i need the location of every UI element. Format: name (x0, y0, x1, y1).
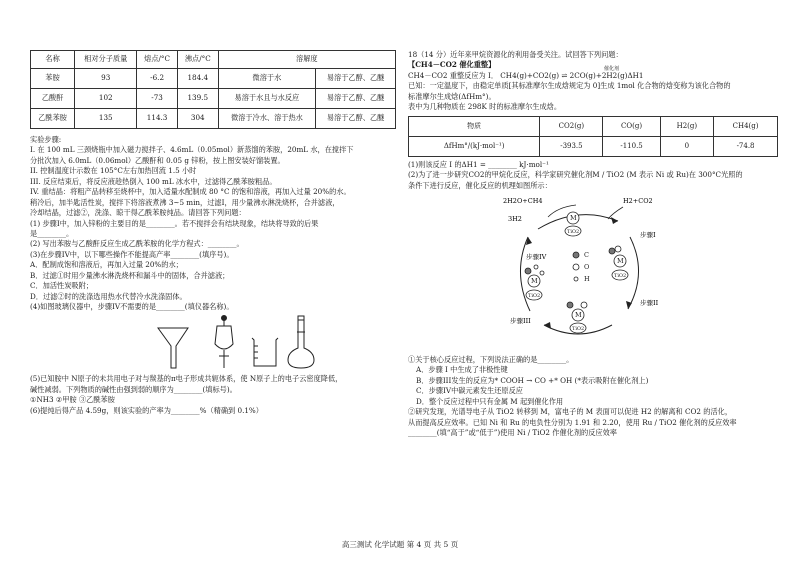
right-column (408, 50, 778, 438)
enthalpy-table (408, 116, 778, 157)
beaker-icon (252, 338, 278, 366)
catalyst-site-left (525, 265, 544, 300)
question-title: 18（14 分）近年来甲烷资源化的利用备受关注。试回答下列问题： (408, 50, 623, 59)
procedure-text (30, 135, 396, 312)
table-cell: ΔfHm°/(kJ·mol⁻¹) (409, 136, 540, 156)
text-line: ②研究发现，光谱导电子从 TiO2 转移到 M，富电子的 M 表面可以促进 H2 的解离和 CO2 的活化， (408, 407, 733, 417)
table-header: 溶解度 (218, 51, 395, 69)
svg-text:TiO2: TiO2 (614, 272, 627, 279)
table-header-row (31, 51, 396, 69)
table-cell: 乙酰苯胺 (31, 109, 75, 129)
table-header: 相对分子质量 (75, 51, 137, 69)
text-line: C．加活性炭吸附； (30, 281, 94, 291)
table-header: 沸点/°C (177, 51, 218, 69)
table-cell: 易溶于乙醇、乙醚 (316, 89, 396, 109)
text-line: 实验步骤: (30, 135, 62, 144)
table-cell: 304 (177, 109, 218, 129)
table-cell: 微溶于冷水、溶于热水 (218, 109, 316, 129)
text-line: 碱性减弱。下列物质的碱性由强到弱的顺序为________(填标号)。 (30, 384, 237, 394)
text-line: ①关于核心反应过程，下列说法正确的是________。 (408, 354, 574, 364)
table-header: CO2(g) (540, 116, 603, 136)
table-cell: 102 (75, 89, 137, 109)
page-footer: 高三测试 化学试题 第 4 页 共 5 页 (341, 540, 459, 549)
svg-text:TiO2: TiO2 (528, 292, 541, 299)
svg-text:M: M (570, 213, 577, 222)
table-header: H2(g) (660, 116, 713, 136)
label-step-1: 步骤I (640, 230, 656, 239)
label-products: 2H2O+CH4 (503, 196, 543, 205)
text-line: ________(填“高于”或“低于”)使用 Ni / TiO2 作催化剂的反应效率 (408, 428, 617, 437)
text-line: 已知：一定温度下，由稳定单质[其标准摩尔生成焓规定为 0]生成 1mol 化合物的焓变称为该化合物的 (408, 81, 731, 91)
svg-text:O: O (584, 262, 590, 271)
table-header: 熔点/°C (137, 51, 178, 69)
text-line: III. 反应结束后，将反应液趁热倒入 100 mL 冰水中，过滤得乙酰苯胺粗品。 (30, 176, 277, 186)
table-cell: -393.5 (540, 136, 603, 156)
table-header: CO(g) (603, 116, 660, 136)
catalyst-site-right (609, 246, 628, 280)
table-cell: 易溶于乙醇、乙醚 (316, 69, 396, 89)
glassware-figure (30, 314, 396, 370)
text-line: B．过滤①时用少量沸水淋洗烧杯和漏斗中的固体，合并滤液； (30, 270, 230, 280)
table-row (31, 89, 396, 109)
table-cell: 易溶于乙醇、乙醚 (316, 109, 396, 129)
label-step-3: 步骤III (510, 316, 531, 325)
left-column (30, 50, 396, 416)
text-line: 从而提高反应效率。已知 Ni 和 Ru 的电负性分别为 1.91 和 2.20，使用 Ru / TiO2 催化剂的反应效率 (408, 417, 737, 427)
text-line: 是________。 (30, 228, 74, 238)
table-cell: -73 (137, 89, 178, 109)
funnel-icon (158, 328, 188, 368)
table-cell: -6.2 (137, 69, 178, 89)
table-cell: 0 (660, 136, 713, 156)
text-line: IV. 重结晶：将粗产品转移至烧杯中，加入适量水配制成 80 °C 的饱和溶液，再加入过量 20%的水。 (30, 187, 351, 197)
catalyst-label: 催化剂 (604, 65, 620, 72)
text-line: II. 控制温度计示数在 105°C左右加热回流 1.5 小时 (30, 166, 197, 176)
table-cell: -74.8 (714, 136, 778, 156)
text-line: (6)提纯后得产品 4.59g，则该实验的产率为________%（精确到 0.1%） (30, 405, 263, 415)
table-cell: 135 (75, 109, 137, 129)
text-line: 标准摩尔生成焓(ΔfHm°)。 (408, 91, 496, 101)
text-line: 表中为几种物质在 298K 时的标准摩尔生成焓。 (408, 102, 562, 112)
text-line: (1)则该反应 I 的ΔH1 = ________ kJ·mol⁻¹ (408, 159, 549, 169)
text-line: (4)如图玻璃仪器中，步骤IV不需要的是________(填仪器名称)。 (30, 302, 234, 311)
table-cell: 184.4 (177, 69, 218, 89)
option-a: A．步骤 I 中生成了非极性键 (416, 365, 508, 375)
table-row (31, 69, 396, 89)
table-cell: 139.5 (177, 89, 218, 109)
label-hydrogen: 3H2 (508, 214, 522, 223)
mechanism-diagram (408, 193, 778, 353)
glassware-illustration (30, 314, 396, 370)
text-line: 冷却结晶，过滤②，洗涤、晾干得乙酰苯胺纯品。请回答下列问题： (30, 208, 246, 218)
table-header: 物质 (409, 116, 540, 136)
svg-text:C: C (584, 250, 589, 259)
text-line: 分批次加入 6.0mL（0.06mol）乙酸酐和 0.05 g 锌粉，按上图安装好馏装置。 (30, 155, 285, 165)
table-row (31, 109, 396, 129)
table-header-row (409, 116, 778, 136)
table-header: CH4(g) (714, 116, 778, 136)
text-line: D．过滤②时的洗涤选用热水代替冷水洗涤固体。 (30, 291, 187, 301)
text-line: I. 在 100 mL 三颈烧瓶中加入磁力搅拌子、4.6mL（0.05mol）新蒸馏的苯胺，20mL 水，在搅拌下 (30, 145, 354, 155)
svg-text:H: H (584, 274, 590, 283)
atom-legend (573, 251, 590, 283)
properties-table (30, 50, 396, 129)
option-c: C．步骤IV中碳元素发生还原反应 (416, 386, 523, 396)
catalyst-site-bottom (567, 302, 587, 333)
svg-text:TiO2: TiO2 (572, 325, 585, 332)
svg-text:TiO2: TiO2 (567, 228, 580, 235)
text-line: (2)为了进一步研究CO2的甲烷化反应，科学家研究催化剂M / TiO2 (M 表示 Ni 或 Ru)在 300°C光照的 (408, 170, 743, 180)
text-line: A．配制成饱和溶液后，再加入过量 20%的水； (30, 260, 183, 270)
catalyst-site-top (565, 212, 581, 236)
table-row (409, 136, 778, 156)
label-reactants: H2+CO2 (623, 196, 653, 205)
table-cell: -110.5 (603, 136, 660, 156)
section-heading: 【CH4－CO2 催化重整】 (408, 60, 496, 70)
reaction-equation: CH4－CO2 重整反应为 I． CH4(g)+CO2(g) ⇌ 2CO(g)+2H2(g)ΔH1 (408, 70, 644, 80)
text-line: (1) 步骤I中，加入锌粉的主要目的是________。若不搅拌会有结块现象，结块将导致的后果 (30, 218, 319, 228)
table-cell: 93 (75, 69, 137, 89)
option-d: D．整个反应过程中只有金属 M 起到催化作用 (416, 396, 564, 406)
table-cell: 乙酸酐 (31, 89, 75, 109)
svg-text:M: M (617, 256, 624, 265)
text-line: 条件下进行反应，催化反应的机理如图所示： (408, 180, 552, 190)
label-step-2: 步骤II (640, 298, 659, 307)
mechanism-illustration (408, 193, 778, 353)
text-line: (3)在步骤IV中，以下哪些操作不能提高产率________(填序号)。 (30, 249, 234, 259)
table-cell: 易溶于水且与水反应 (218, 89, 316, 109)
label-step-4: 步骤IV (526, 252, 547, 261)
table-cell: 微溶于水 (218, 69, 316, 89)
text-line: (5)已知胺中 N原子的未共用电子对与羰基的π电子形成共轭体系，使 N原子上的电子云密度降低， (30, 374, 343, 384)
volumetric-flask-icon (288, 316, 314, 368)
option-b: B．步骤III发生的反应为* COOH → CO +* OH (*表示吸附在催化剂上) (416, 375, 649, 385)
text-line: 稍冷后，加半匙活性炭，搅拌下将溶液煮沸 3~5 min，过滤I，用少量沸水淋洗烧杯，合并滤液， (30, 197, 340, 207)
text-line: (2) 写出苯胺与乙酸酐反应生成乙酰苯胺的化学方程式：________。 (30, 239, 244, 249)
table-cell: 114.3 (137, 109, 178, 129)
separatory-funnel-icon (215, 316, 233, 369)
svg-text:M: M (531, 276, 538, 285)
table-cell: 苯胺 (31, 69, 75, 89)
questions-text (30, 374, 396, 416)
table-header: 名称 (31, 51, 75, 69)
svg-text:M: M (575, 310, 582, 319)
text-line: ①NH3 ②甲胺 ③乙酰苯胺 (30, 395, 115, 405)
